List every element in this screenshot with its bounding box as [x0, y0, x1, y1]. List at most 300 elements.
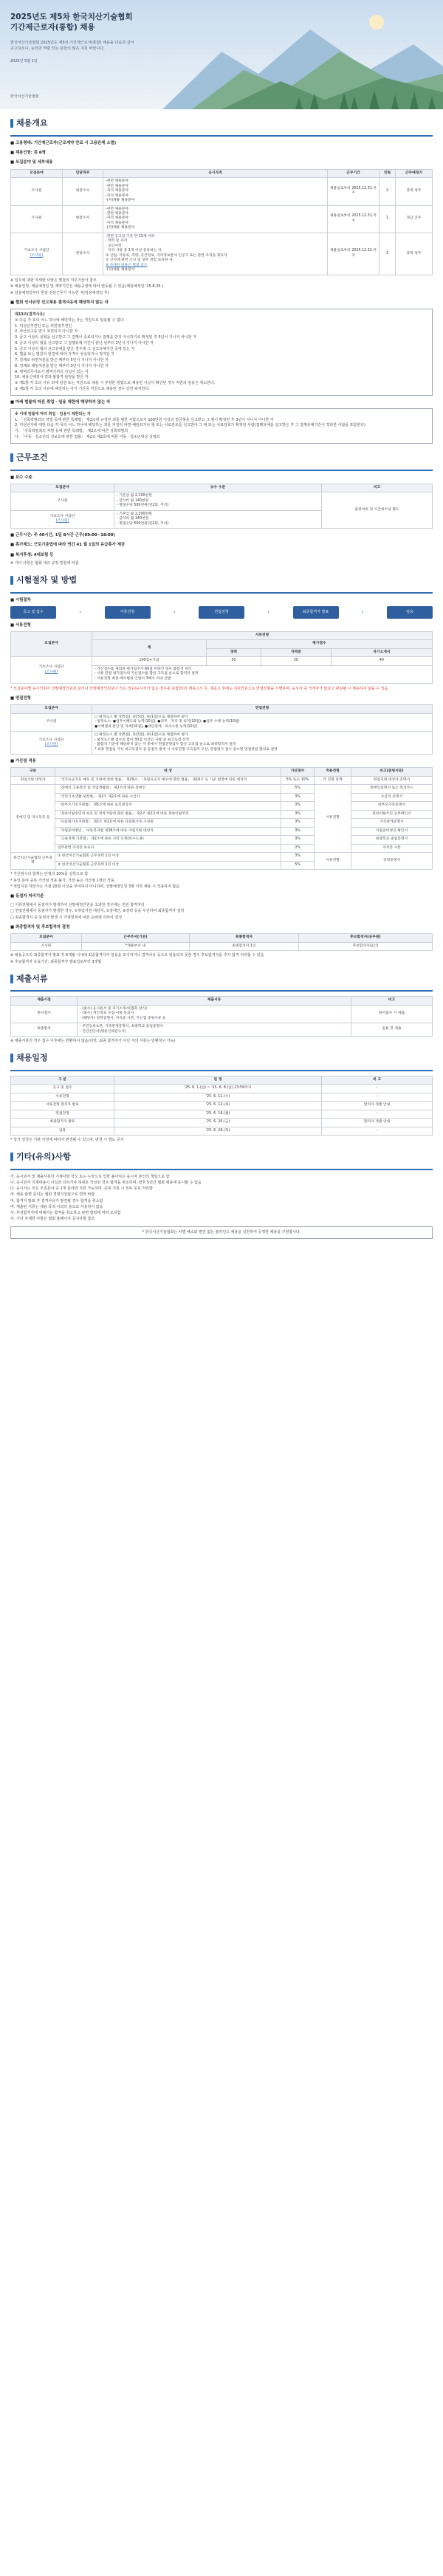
- cell-target: 「국가유공자등 예우 및 지원에 관한 법률」 제29조, 「독립유공자 예우에 관한 법률」 제16조 등 기준 법령에 따른 대상자: [55, 776, 281, 784]
- overview-notes: [10, 278, 433, 296]
- cell-pt: 3%: [281, 853, 315, 861]
- cell-target: 업무관련 자격증 보유자: [55, 844, 281, 852]
- organization-name: 한국치산기술협회: [10, 95, 39, 99]
- cell-cat: 취업지원 대상자: [11, 776, 55, 784]
- col-header: 비고: [351, 997, 433, 1005]
- list-item: 다. 응시자는 모든 모집분야 중 1개 분야만 지원 가능하며, 중복 지원 시 모두 무효 처리함: [10, 1186, 153, 1192]
- interview-header: [11, 705, 433, 713]
- cell-stage: 서류전형: [315, 853, 351, 870]
- leave-policy: ■ 휴가제도: 근로기준법에 따라 연간 41 월 1일의 유급휴가 제공: [10, 543, 126, 548]
- section-title: [10, 575, 433, 586]
- cell-doc: 수급자 증명서: [351, 793, 433, 801]
- cell-date: '25. 6. 16.(월): [114, 1110, 322, 1118]
- qual-line: -관련 채용분야: [106, 179, 129, 184]
- pay-line: - 명절수당 500천원(연2회, 추석): [117, 504, 169, 508]
- col-header: 응시자격: [103, 169, 328, 177]
- table-row: [11, 178, 433, 205]
- col-header: 구 분: [11, 1076, 114, 1084]
- section-overview-body: [0, 141, 443, 444]
- bonus-notes: [10, 872, 433, 890]
- section-misc: [0, 1152, 443, 1163]
- bonus-title: ■ 가산점 적용: [10, 759, 36, 764]
- step-apply: 공고 및 접수: [10, 606, 56, 619]
- documents-note: ※ 제출서류의 경우 접수 이후에는 반환하지 않음(다만, 최종 합격자가 아닌 자의 서류는 반환청구 가능): [10, 1039, 176, 1044]
- arrow-right-icon: ›: [267, 608, 270, 615]
- section-documents: [0, 974, 443, 985]
- cell-field: [11, 732, 92, 755]
- col-header: 인원: [380, 169, 396, 177]
- cell-final: 최종합격자 1인: [190, 942, 298, 950]
- col-header: 계: [92, 640, 207, 657]
- interview-table: [10, 704, 433, 755]
- conditions-heading: 근무조건: [16, 452, 48, 462]
- cell-pt: 3%: [281, 810, 315, 818]
- crime-item: 나. 「아동 · 청소년의 성보호에 관한 법률」 제2조 제2호에 따른 아동 · 청소년대상 성범죄: [15, 434, 160, 439]
- field-name: 기초조사 사업단: [49, 514, 75, 518]
- misc-list: [10, 1175, 433, 1223]
- cell-target: 「북한이탈주민의 보호 및 정착지원에 관한 법률」 제2조 제2호에 따른 북한이탈주민: [55, 810, 281, 818]
- attachment-link[interactable]: ※ 자세한 내용은 별첨 참조: [106, 263, 148, 267]
- col-header: 평가점수: [206, 640, 432, 648]
- final-note: ※ 후보합격자 유효기간: 최종합격자 발표일로부터 3개월: [10, 959, 102, 964]
- pay-line: - 급식비 월 140천원: [117, 517, 149, 521]
- overview-heading: 채용개요: [16, 118, 48, 128]
- col-header: 경력: [206, 648, 261, 656]
- col-header: 근무예정지: [396, 169, 433, 177]
- bonus-note: * 취업지원 대상자는 가점 20점 이상을 부여하지 아니하며, 선발예정인원 3명 이하 채용 시 적용하지 않음: [10, 885, 180, 890]
- final-title: ■ 최종합격자 및 후보합격자 결정: [10, 924, 70, 930]
- cell-doc: 한부모가족증명서: [351, 802, 433, 810]
- cell-pt: 2%: [281, 844, 315, 852]
- field-name: 기초조사 사업단: [38, 738, 64, 742]
- misc-heading: 기타(유의)사항: [16, 1151, 71, 1161]
- cell-step: 최종합격자 발표: [11, 1119, 114, 1127]
- cell-exp: 30: [206, 657, 261, 665]
- title-line-2: 기간제근로자(통합) 채용: [10, 23, 95, 32]
- schedule-note: * 상기 일정은 기관 사정에 따라서 변경될 수 있으며, 변경 시 별도 공지: [10, 1138, 124, 1143]
- priority-item: □ 서류전형에서 동점자가 발생하여 선발예정인원을 초과한 경우에는 전원 합격처리: [10, 902, 145, 907]
- cell-target: ② 한국치산기술협회 근무경력 2년 이상: [55, 861, 281, 869]
- table-row: [11, 1119, 433, 1127]
- col-header: 자기소개서: [331, 648, 432, 656]
- desc-line-2: 공고하오니, 능력과 역량 있는 분들의 많은 지원 바랍니다.: [10, 47, 105, 52]
- section-process: [0, 575, 443, 586]
- step-document: 서류전형: [105, 606, 151, 619]
- note-line: ※ 채용일정, 채용예정일 및 계약기간은 채용공정에 따라 변동될 수 있음(채용예정일 '25.8.25.): [10, 284, 164, 289]
- list-item: 마. 합격자 발표 후 결격사유가 발견될 경우 합격을 취소함: [10, 1198, 103, 1203]
- content-line: - 불합격 기준에 해당하지 않는 자 중에서 면접전형점수 합산 고득점 순으로 최종합격자 결정: [95, 743, 236, 747]
- pay-line: - 급식비 월 140천원: [117, 498, 149, 503]
- cell-total: 100점+가점: [92, 657, 207, 665]
- document-screening-table: [10, 631, 433, 684]
- desc-line-1: 한국치산기술협회 2025년도 제5차 기간제근로자(통합) 채용을 다음과 같이: [10, 41, 134, 46]
- cell-date: '25. 6. 11.(수): [114, 1093, 322, 1101]
- disq-item: 4. 금고 이상의 형을 선고받고 그 집행유예 기간이 끝난 날부터 2년이 지나지 아니한 자: [15, 340, 154, 346]
- cell-cat: 장애인 및 저소득층 등: [11, 785, 55, 853]
- table-row: [11, 732, 433, 755]
- work-hours: ■ 근무시간: 주 40시간, 1일 8시간 근무(09:00~18:00): [10, 533, 115, 538]
- table-row: [11, 657, 433, 665]
- content-line: ●시행결과 판단 및 자세(10점), ●대인관계 · 의사소통 능력(10점): [95, 724, 198, 729]
- col-header: 제출서류: [78, 997, 351, 1005]
- documents-header: [11, 997, 433, 1005]
- cell-doc: 가족관계증명서: [351, 819, 433, 827]
- qual-line: -(자)채용 채용분야: [106, 268, 135, 272]
- hero-description: [10, 40, 180, 52]
- doc-note: - 가산점수를 제외한 평가점수가 60점 이하인 경우 불합격 처리: [95, 667, 192, 671]
- col-header: 비고: [322, 484, 433, 492]
- col-header: 구분: [11, 768, 55, 776]
- cell-date: '25. 6. 1.(일) ~ '25. 6. 8.(일) 23:59까지: [114, 1085, 322, 1093]
- cell-field: 조사원: [11, 942, 82, 950]
- col-header: 모집분야: [11, 169, 63, 177]
- col-header: 적용전형: [315, 768, 351, 776]
- col-header: 모집분야: [11, 484, 114, 492]
- disqualification-box: [10, 309, 433, 396]
- cell-pt: 3%: [281, 836, 315, 844]
- section-documents-body: [0, 996, 443, 1044]
- cell-target: ① 한국치산기술협회 근무경력 1년 이상: [55, 853, 281, 861]
- arrow-right-icon: ›: [361, 608, 364, 615]
- table-row: [11, 942, 433, 950]
- cell-pt: 5%: [281, 861, 315, 869]
- section-marker-icon: [10, 975, 13, 983]
- qual-line: -(자)채용 채용분야: [106, 199, 135, 203]
- cell-date: '25. 6. 20.(금): [114, 1119, 322, 1127]
- col-header: 근무기간: [328, 169, 380, 177]
- bonus-header: [11, 768, 433, 776]
- cell-when: 최종합격: [11, 1023, 78, 1037]
- disq-item: 6. 법률 또는 법원의 판결에 따라 자격이 상실되거나 정지된 자: [15, 352, 114, 357]
- arrow-right-icon: ›: [173, 608, 176, 615]
- process-steps: [10, 606, 433, 619]
- cell-field: 조사원: [11, 178, 63, 205]
- priority-item: □ 최종합격자 중 동점자 발생 시 가점항목에 따른 순위에 의하여 결정: [10, 916, 123, 921]
- section-overview: [0, 118, 443, 129]
- cell-doc: 자격증 사본: [351, 844, 433, 852]
- field-sub-link[interactable]: (조사원): [44, 670, 58, 674]
- content-line: □ 평정요소 별 상(5점), 중(3점), 하(1점)으로 채점하여 평가: [95, 715, 188, 719]
- qual-line: ② 산사태 관련 조사 및 실무 경험 보유한 자: [106, 258, 173, 263]
- table-row: [11, 713, 433, 731]
- qual-line: -자격 채용분야: [106, 216, 129, 221]
- section-marker-icon: [10, 1054, 13, 1062]
- cell-step: 공고 및 접수: [11, 1085, 114, 1093]
- cell-note: 임용 전 제출: [351, 1023, 433, 1037]
- field-sub-link[interactable]: (조사원): [55, 519, 69, 523]
- cell-qual: [103, 178, 328, 205]
- cell-note: -: [322, 1110, 433, 1118]
- col-header: 모집분야: [11, 705, 92, 713]
- col-header: 근무부서(기본): [81, 934, 190, 942]
- schedule-heading: 채용일정: [16, 1052, 48, 1062]
- section-title: [10, 453, 433, 464]
- cell-date: '25. 6. 26.(목): [114, 1127, 322, 1135]
- cell-note: -: [322, 1127, 433, 1135]
- pay-table: [10, 484, 433, 529]
- cell-pt: 3%: [281, 827, 315, 835]
- cell-field: [11, 233, 63, 275]
- cell-when: 원서접수: [11, 1005, 78, 1023]
- arrow-right-icon: ›: [79, 608, 82, 615]
- bonus-note: * 가산점수의 합계는 만점의 10%를 상한으로 함: [10, 871, 89, 876]
- hero-banner: [0, 0, 443, 109]
- page: [0, 0, 443, 1239]
- cell-pt: 3%: [281, 793, 315, 801]
- content-line: - 평정요소: ●업무이해도와 능력(10점), ●직무 · 자격 및 의지(10점), ●업무 수행 능력(10점): [95, 720, 240, 724]
- section-schedule-body: [0, 1076, 443, 1143]
- doc-item: - (필수) 개인정보 수집·이용 동의서: [80, 1011, 134, 1016]
- doc-item: - 주민등록초본, 가족관계증명서, 최종학교 졸업증명서: [80, 1025, 163, 1029]
- field-sub-link[interactable]: (조사원): [30, 253, 44, 258]
- list-item: 사. 부정합격자에 대해서는 합격을 취소하고 관련 법령에 따라 조치함: [10, 1211, 121, 1216]
- section-divider: [10, 1070, 433, 1071]
- qual-line: ① 산림, 자동차, 측량, 공간정보, 지리정보분야 인공지 또는 관련 자격을 취득자: [106, 253, 227, 258]
- title-line-1: 2025년도 제5차 한국치산기술협회: [10, 13, 133, 21]
- cell-pay: [114, 492, 322, 510]
- schedule-header: [11, 1076, 433, 1084]
- qual-line: -자격 채용분야: [106, 189, 129, 193]
- cell-dept: *채용부서 내: [81, 942, 190, 950]
- field-name: 기초조사 사업단: [24, 249, 49, 253]
- welfare: ■ 복지후생: 4대보험 등: [10, 552, 54, 557]
- col-header: 비 고: [322, 1076, 433, 1084]
- doc-item: - (필수) 응시원서 및 자기소개서(협회 양식): [80, 1006, 147, 1011]
- cell-target: 「자립준비청년」 아동복지법 제38조에 따른 자립지원 대상자: [55, 827, 281, 835]
- final-note: ※ 채용공고의 최종합격자 발표 후 6개월 이내에 최종합격자가 임용을 포기하거나 결격사유 등으로 임용되지 못한 경우 후보합격자를 추가 합격 처리할 수 있음: [10, 953, 264, 958]
- table-row: [11, 1093, 433, 1101]
- hero-title-block: [10, 12, 180, 63]
- crime-title: ■ 아래 범률에 따른 취업 · 임용 제한에 해당하지 않는 자: [10, 399, 111, 405]
- col-header: 최종합격자: [190, 934, 298, 942]
- table-row: [11, 802, 433, 810]
- col-header: 모집분야: [11, 934, 82, 942]
- cell-duty: 현장조사: [63, 205, 103, 233]
- cell-step: 서류전형 합격자 발표: [11, 1102, 114, 1110]
- table-row: [11, 827, 433, 835]
- list-item: 나. 응시원서 기재내용이 사실과 다르거나 허위로 작성된 경우 합격을 취소하며, 향후 5년간 협회 채용에 응시할 수 없음: [10, 1180, 202, 1185]
- priority-item: □ 면접전형에서 동점자가 발생한 경우, ①취업지원 대상자, ②장애인, ③경력 등을 우선하여 최종합격자 결정: [10, 909, 185, 914]
- col-header: 일 정: [114, 1076, 322, 1084]
- table-row: [11, 1005, 433, 1023]
- cell-target: 「고용정책 기본법」 제2조에 따른 지역 인재(비수도권): [55, 836, 281, 844]
- table-row: [11, 1110, 433, 1118]
- table-row: [11, 1127, 433, 1135]
- field-sub-link[interactable]: (조사원): [44, 743, 58, 747]
- qual-line: -자격 채용분야: [106, 193, 129, 198]
- pay-table-header: [11, 484, 433, 492]
- table-row: [11, 819, 433, 827]
- schedule-table: [10, 1076, 433, 1136]
- cell-qual: [103, 233, 328, 275]
- disq-item: ③ 제1항 각 호의 사유에 해당하는 자가 기간중 직원으로 채용된 경우 당연 퇴직한다.: [15, 386, 150, 391]
- recruit-table: [10, 169, 433, 275]
- step-hire: 임용: [387, 606, 433, 619]
- table-row: [11, 793, 433, 801]
- section-marker-icon: [10, 119, 13, 128]
- qual-line: -관련 채용분야: [106, 212, 129, 216]
- crime-box: [10, 408, 433, 444]
- priority-list: [10, 903, 433, 921]
- disq-item: 5. 금고 이상의 형의 선고유예를 받은 경우에 그 선고유예기간 중에 있는 자: [15, 346, 135, 351]
- cell-doc: 경력증명서: [351, 853, 433, 870]
- doc-warning: * 모집분야별 응시인원이 선발예정인원과 같거나 선발예정인원보다 적은 경우(응시자가 없는 경우를 포함한다) 채용고시 후, 재공고 후에도 지원인원으로 면접전형을 시행하며, 응시자 중 적격자가 없다고 판단될 시 채용하지 않을 수 있음.: [10, 687, 389, 692]
- cell-duty: 현장조사: [63, 178, 103, 205]
- pay-line: - 명절수당 500천원(연2회, 추석): [117, 521, 169, 526]
- cell-cert: 30: [261, 657, 331, 665]
- cell-place: 충북 청주: [396, 233, 433, 275]
- table-row: [11, 776, 433, 784]
- section-divider: [10, 135, 433, 137]
- disq-item: ② 제1항 각 호의 사유 외에 임원 또는 직원으로 채용 시 부정한 방법으로 채용된 사실이 확인된 경우 직원의 임용은 취소한다.: [15, 381, 216, 386]
- cell-field: 조사원: [11, 713, 92, 731]
- cell-period: 채용일로부터 2025.12.31.까지: [328, 205, 380, 233]
- cell-count: 3: [380, 233, 396, 275]
- cell-pt: 3%: [281, 819, 315, 827]
- disq-item: 8. 징계로 해임처분을 받은 때부터 3년이 지나지 아니한 자: [15, 363, 109, 368]
- table-row: [11, 233, 433, 275]
- disq-item: 3. 금고 이상의 실형을 선고받고 그 집행이 종료되거나 집행을 받지 아니하기로 확정된 후 5년이 지나지 아니한 자: [15, 335, 196, 340]
- cell-pt: 5%: [281, 785, 315, 793]
- col-header: 보수 수준: [114, 484, 322, 492]
- col-header: 모집분야: [11, 631, 92, 656]
- disq-item: 1. 피성년후견인 또는 피한정후견인: [15, 323, 72, 329]
- cell-step: 면접전형: [11, 1110, 114, 1118]
- cell-step: 서류전형: [11, 1093, 114, 1101]
- cell-note: 합격자 개별 안내: [322, 1102, 433, 1110]
- doc-note: - 서류전형 최종 배수범위 인원이 3배수 미내 선발: [95, 676, 171, 681]
- headcount: ■ 채용인원: 총 6명: [10, 151, 46, 156]
- cell-period: 채용일로부터 2025.12.31.까지: [328, 233, 380, 275]
- disq-heading: 제13조(결격사유): [15, 312, 45, 317]
- list-item: 아. 기타 자세한 사항은 협회 홈페이지 공지사항 참조: [10, 1217, 95, 1222]
- table-row: [11, 492, 433, 510]
- documents-table: [10, 996, 433, 1037]
- section-process-body: [0, 598, 443, 965]
- step-interview: 면접전형: [199, 606, 244, 619]
- cell-target: 「다문화가족지원법」 제2조 제1호에 따른 다문화가족 구성원: [55, 819, 281, 827]
- interview-title: ■ 면접전형: [10, 696, 31, 701]
- list-item: 가. 응시원서 및 제출서류의 기재사항 착오 또는 누락으로 인한 불이익은 응시자 본인의 책임으로 함: [10, 1174, 170, 1179]
- cell-doc: 북한이탈주민 등록확인서: [351, 810, 433, 818]
- section-marker-icon: [10, 1153, 13, 1161]
- cell-items: [78, 1005, 351, 1023]
- cell-field: 조사원: [11, 492, 114, 510]
- table-row: [11, 785, 433, 793]
- cell-pt: 5% 또는 10%: [281, 776, 315, 784]
- table-row: [11, 205, 433, 233]
- disqualification-title: ■ 협회 인사규정 선고채용 결격사유에 해당하지 않는 자: [10, 300, 109, 305]
- cell-step: 임용: [11, 1127, 114, 1135]
- priority-title: ■ 동점자 처리기준: [10, 894, 44, 899]
- cell-place: 충북 청주: [396, 178, 433, 205]
- cell-doc: 최종학교 졸업증명서: [351, 836, 433, 844]
- welfare-note: ※ 기타 사항은 협회 내규 규정 방침에 따름: [10, 561, 79, 566]
- cell-period: 채용일로부터 2025.12.31.까지: [328, 178, 380, 205]
- cell-content: [92, 713, 433, 731]
- table-row: [11, 853, 433, 861]
- cell-target: 「국민기초생활 보장법」 제2조 제2호에 따른 수급자: [55, 793, 281, 801]
- bonus-table: [10, 767, 433, 870]
- section-misc-body: [0, 1175, 443, 1239]
- cell-target: 「한부모가족지원법」 제5조에 따른 보호대상자: [55, 802, 281, 810]
- cell-note: 원서접수 시 제출: [351, 1005, 433, 1023]
- note-line: ※ 임용예정일부터 현장 전담근무가 가능한 자(임용예정일 후): [10, 291, 109, 296]
- cell-note: 합격자 개별 안내: [322, 1119, 433, 1127]
- bonus-note: * 동일 분야 중복 가산점 적용 불가, 가장 높은 가산점 1개만 적용: [10, 878, 114, 883]
- final-header: [11, 934, 433, 942]
- content-line: □ 평정요소 별 상(5점), 중(3점), 하(1점)으로 채점하여 평가: [95, 733, 188, 738]
- qual-line: -관련 채용분야: [106, 207, 129, 211]
- cell-count: 1: [380, 205, 396, 233]
- doc-item: - (해당자) 경력증명서, 자격증 사본, 가산점 증빙서류 등: [80, 1016, 166, 1020]
- cell-doc: 장애인증명서 또는 복지카드: [351, 785, 433, 793]
- cell-note: -: [322, 1093, 433, 1101]
- pay-line: - 기본급 월 2,200천원: [117, 512, 152, 516]
- section-marker-icon: [10, 576, 13, 585]
- cell-pay: [114, 510, 322, 528]
- table-row: [11, 810, 433, 818]
- cell-pay-note: 출장여비 및 시간외수당 별도: [322, 492, 433, 529]
- pay-line: - 기본급 월 2,200천원: [117, 494, 152, 498]
- table-row: [11, 844, 433, 852]
- step-result: 최종합격자 발표: [293, 606, 339, 619]
- field-name: 기초조사 사업단: [38, 665, 64, 670]
- disq-item: 9. 병역의무자로서 병역기피의 사실이 있는 자: [15, 369, 89, 374]
- content-line: - 평정요소별 점수의 합이 30점 이상인 사람 중 최고득점 선정: [95, 738, 190, 742]
- cell-count: 2: [380, 178, 396, 205]
- cell-field: [11, 510, 114, 528]
- cell-pt: 3%: [281, 802, 315, 810]
- cell-duty: 현장조사: [63, 233, 103, 275]
- page-title: [10, 12, 180, 32]
- cell-stage: 각 전형 단계: [315, 776, 351, 784]
- col-header: 서류전형: [92, 631, 433, 639]
- cell-field: 조사원: [11, 205, 63, 233]
- qual-line: · 자격 사항 중 1개 이상 충족하는 자: [106, 249, 162, 253]
- final-table: [10, 933, 433, 951]
- table-row: [11, 1102, 433, 1110]
- section-divider: [10, 470, 433, 471]
- cell-cat: 한국치산기술협회 근무경력: [11, 853, 55, 870]
- doc-note: - 서류 만점 평가점수의 가산점수를 합한 고득점 순으로 합격자 결정: [95, 672, 199, 676]
- pay-title: ■ 보수 수준: [10, 475, 32, 480]
- col-header: 가산점수: [281, 768, 315, 776]
- cell-items: [78, 1023, 351, 1037]
- cell-field: [11, 657, 92, 684]
- employment-type: ■ 고용형태: 기간제근로자(근로계약 만료 시 고용관계 소멸): [10, 140, 117, 145]
- cell-content: [92, 732, 433, 755]
- doc-item: - 건강진단서(채용신체검사서): [80, 1029, 126, 1034]
- qual-line: -자격 채용분야: [106, 221, 129, 225]
- qual-line: · 학력 및 자격: [106, 239, 128, 244]
- cell-intro: 40: [331, 657, 432, 665]
- documents-heading: 제출서류: [16, 973, 48, 983]
- crime-item: 1. 「성폭력범죄의 처벌 등에 관한 특례법」 제2조에 규정된 죄를 범한 사람으로서 100만원 이상의 벌금형을 선고받고 그 형이 확정된 후 3년이 지나지 아니한 자: [15, 417, 274, 422]
- section-schedule: [0, 1053, 443, 1064]
- col-header: 면접전형: [92, 705, 433, 713]
- qual-line: · 공인어학: [106, 244, 122, 248]
- crime-item: ※ 아래 범률에 따라 취업 · 임용이 제한되는 자: [15, 411, 91, 416]
- disq-item: 10. 채용신체검사 결과 불합격 판정을 받은 자: [15, 375, 89, 380]
- recruit-table-header: [11, 169, 433, 177]
- qual-line: -관련 공고일 기준 만 15세 이하: [106, 234, 155, 238]
- table-row: [11, 836, 433, 844]
- list-item: 바. 제출된 서류는 채용 목적 이외의 용도로 사용하지 않음: [10, 1204, 103, 1209]
- col-header: 자격증: [261, 648, 331, 656]
- section-marker-icon: [10, 453, 13, 462]
- section-conditions: [0, 453, 443, 464]
